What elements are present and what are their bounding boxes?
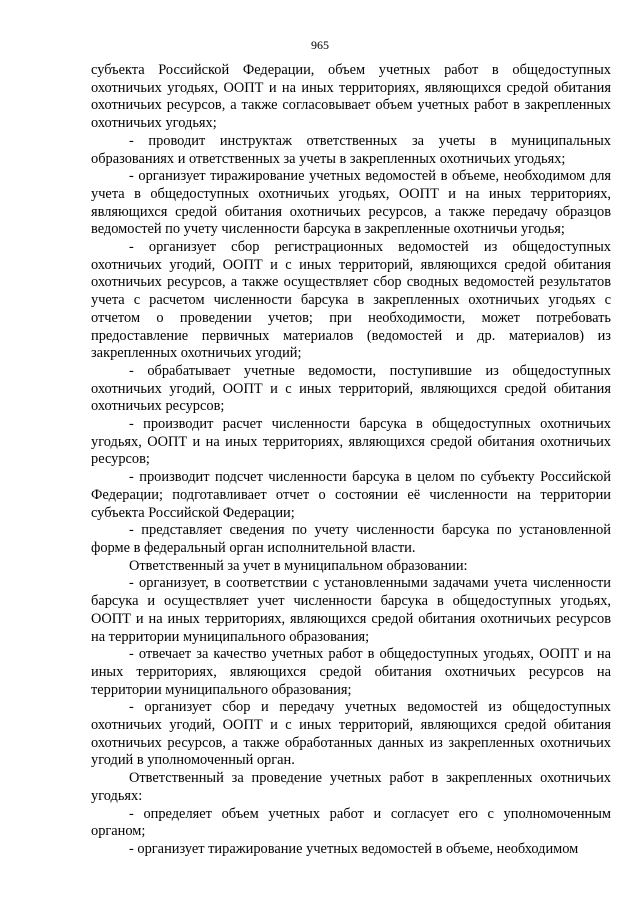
paragraph: субъекта Российской Федерации, объем учетных работ в общедоступных охотничьих угодьях, ООПТ и на иных территориях, являющихся средой обитания охотничьих ресурсов, а также согласовывает объем учетных работ в закрепленных охотничьих угодьях;: [91, 62, 611, 132]
paragraph: - представляет сведения по учету численности барсука по установленной форме в федеральный орган исполнительной власти.: [91, 522, 611, 556]
paragraph: - организует тиражирование учетных ведомостей в объеме, необходимом для учета в общедоступных охотничьих угодьях, ООПТ и на иных территориях, являющихся средой обитания охотничьих ресурсов, а также передачу образцов ведомостей по учету численности барсука в закрепленные охотничьи угодья;: [91, 168, 611, 238]
paragraph: - организует тиражирование учетных ведомостей в объеме, необходимом: [129, 840, 579, 857]
page-number: 965: [311, 38, 329, 52]
paragraph: - отвечает за качество учетных работ в общедоступных угодьях, ООПТ и на иных территориях, являющихся средой обитания охотничьих ресурсов на территории муниципального образования;: [91, 646, 611, 698]
paragraph: - проводит инструктаж ответственных за учеты в муниципальных образованиях и ответственных за учеты в закрепленных охотничьих угодьях;: [91, 132, 611, 167]
paragraph: - определяет объем учетных работ и согласует его с уполномоченным органом;: [91, 805, 611, 840]
paragraph: Ответственный за учет в муниципальном образовании:: [129, 557, 468, 574]
paragraph: - производит расчет численности барсука в общедоступных охотничьих угодьях, ООПТ и на иных территориях, являющихся средой обитания охотничьих ресурсов;: [91, 416, 611, 468]
paragraph: - обрабатывает учетные ведомости, поступившие из общедоступных охотничьих угодий, ООПТ и с иных территорий, являющихся средой обитания охотничьих ресурсов;: [91, 362, 611, 415]
paragraph: - производит подсчет численности барсука в целом по субъекту Российской Федерации; подготавливает отчет о состоянии её численности на территории субъекта Российской Федерации;: [91, 469, 611, 521]
paragraph: - организует сбор и передачу учетных ведомостей из общедоступных охотничьих угодий, ООПТ и с иных территорий, являющихся средой обитания охотничьих ресурсов, а также обработанных данных из закрепленных охотничьих угодий в уполномоченный орган.: [91, 699, 611, 769]
paragraph: Ответственный за проведение учетных работ в закрепленных охотничьих угодьях:: [91, 770, 611, 804]
document-body: [91, 62, 611, 859]
paragraph: - организует, в соответствии с установленными задачами учета численности барсука и осуществляет учет численности барсука в общедоступных угодьях, ООПТ и на иных территориях, являющихся средой обитания охотничьих ресурсов на территории муниципального образования;: [91, 575, 611, 645]
paragraph: - организует сбор регистрационных ведомостей из общедоступных охотничьих угодий, ООПТ и с иных территорий, являющихся средой обитания охотничьих ресурсов, а также осуществляет сбор сводных ведомостей результатов учета с расчетом численности барсука в закрепленных охотничьих угодьях с отчетом о проведении учетов; при необходимости, может потребовать предоставление первичных материалов (ведомостей и др. материалов) из закрепленных охотничьих угодий;: [91, 239, 611, 362]
